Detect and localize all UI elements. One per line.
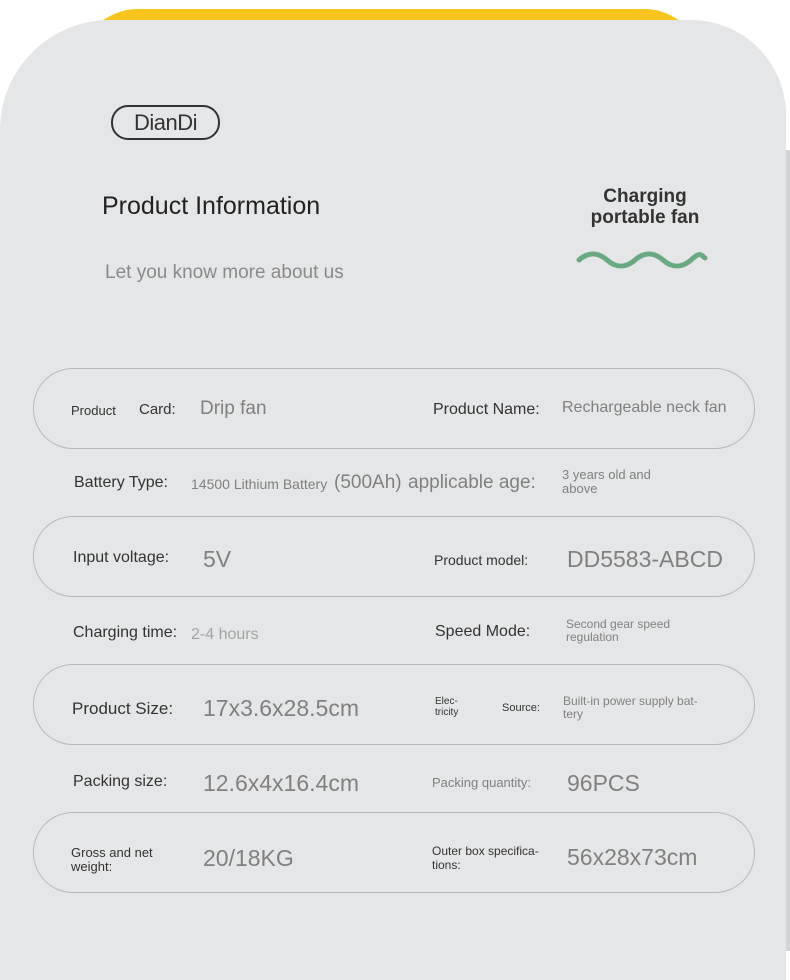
page-subtitle: Let you know more about us: [105, 262, 344, 283]
spec-value-battery-capacity: (500Ah): [334, 472, 402, 493]
wave-decoration-icon: [576, 250, 708, 272]
spec-label-outer-box: Outer box specifica-tions:: [432, 844, 539, 873]
panel-edge-shadow: [786, 150, 790, 951]
spec-value-card: Drip fan: [200, 398, 267, 419]
page-title: Product Information: [102, 192, 321, 220]
spec-label-charging-time: Charging time:: [73, 624, 178, 641]
tagline-line-2: portable fan: [590, 207, 700, 228]
spec-label-electricity: Elec-tricity: [435, 696, 459, 718]
spec-label-product-size: Product Size:: [72, 699, 174, 718]
logo-text: DianDi: [133, 109, 198, 135]
spec-label-source: Source:: [502, 702, 540, 714]
spec-label-card: Card:: [139, 401, 176, 418]
tagline-line-1: Charging: [603, 186, 687, 207]
spec-value-packing-size: 12.6x4x16.4cm: [203, 770, 359, 796]
spec-label-packing-quantity: Packing quantity:: [432, 775, 532, 790]
spec-value-product-name: Rechargeable neck fan: [562, 399, 727, 416]
spec-value-applicable-age: 3 years old and above: [562, 467, 651, 496]
spec-value-outer-box: 56x28x73cm: [567, 844, 698, 870]
spec-label-product: Product: [71, 403, 116, 418]
spec-label-product-name: Product Name:: [433, 401, 540, 418]
diandi-logo: [111, 105, 220, 140]
spec-value-battery: 14500 Lithium Battery: [191, 476, 328, 492]
spec-label-gross-net-weight: Gross and net weight:: [71, 845, 153, 874]
spec-value-product-model: DD5583-ABCD: [567, 546, 723, 572]
spec-value-power-source: Built-in power supply bat-tery: [563, 694, 698, 721]
spec-label-applicable-age: applicable age:: [408, 472, 536, 493]
spec-label-packing-size: Packing size:: [73, 773, 168, 790]
spec-label-speed-mode: Speed Mode:: [435, 623, 531, 640]
spec-value-product-size: 17x3.6x28.5cm: [203, 695, 359, 721]
spec-value-speed-mode: Second gear speed regulation: [566, 617, 671, 644]
spec-label-product-model: Product model:: [434, 552, 529, 568]
spec-label-battery-type: Battery Type:: [74, 474, 168, 491]
product-tagline: [570, 186, 720, 228]
spec-value-gross-net-weight: 20/18KG: [203, 845, 294, 871]
spec-value-packing-quantity: 96PCS: [567, 770, 640, 796]
spec-value-charging-time: 2-4 hours: [191, 626, 259, 643]
spec-value-input-voltage: 5V: [203, 546, 232, 572]
spec-label-input-voltage: Input voltage:: [73, 549, 170, 566]
